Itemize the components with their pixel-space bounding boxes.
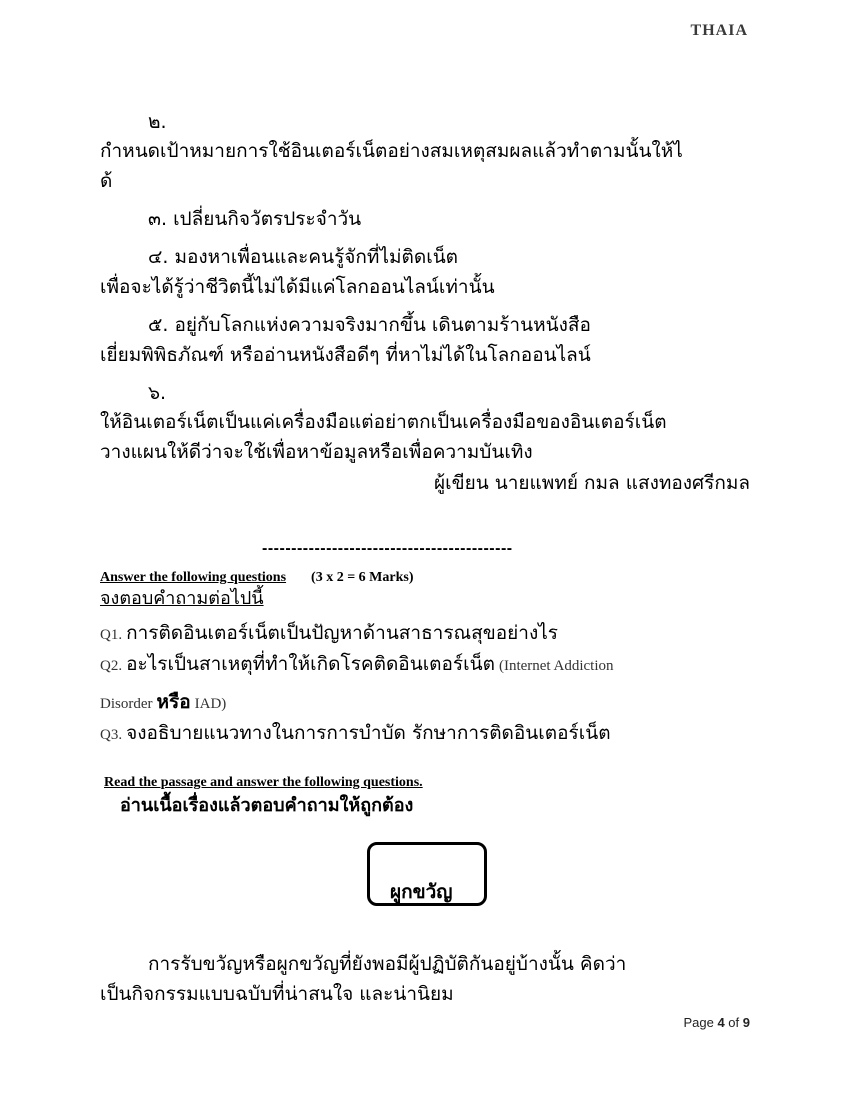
question-1-text: การติดอินเตอร์เน็ตเป็นปัญหาด้านสาธารณสุขอย่างไร <box>126 622 559 644</box>
separator-line: ------------------------------------------- <box>262 540 513 557</box>
list-item-5-line1: ๕. อยู่กับโลกแห่งความจริงมากขึ้น เดินตามร้านหนังสือ <box>148 314 591 336</box>
question-2-continued <box>100 693 226 713</box>
page-current: 4 <box>717 1015 725 1030</box>
question-2-number: Q2. <box>100 658 123 674</box>
list-item-5-line2: เยี่ยมพิพิธภัณฑ์ หรืออ่านหนังสือดีๆ ที่หาไม่ได้ในโลกออนไลน์ <box>100 344 591 366</box>
question-3-text: จงอธิบายแนวทางในการการบำบัด รักษาการติดอินเตอร์เน็ต <box>126 722 611 744</box>
questions-heading-th: จงตอบคำถามต่อไปนี้ <box>100 588 264 609</box>
list-item-2-wrap: ด้ <box>100 170 113 192</box>
page-number <box>683 1015 750 1030</box>
questions-heading-en: Answer the following questions <box>100 570 287 585</box>
list-item-2-number: ๒. <box>148 111 167 133</box>
passage-title-box <box>367 842 487 906</box>
page-of-label: of <box>724 1015 743 1030</box>
passage-line-2: เป็นกิจกรรมแบบฉบับที่น่าสนใจ และน่านิยม <box>100 983 454 1005</box>
list-item-6-line1: ให้อินเตอร์เน็ตเป็นแค่เครื่องมือแต่อย่าตกเป็นเครื่องมือของอินเตอร์เน็ต <box>100 411 667 433</box>
author-credit: ผู้เขียน นายแพทย์ กมล แสงทองศรีกมล <box>433 472 750 494</box>
list-item-4-line2: เพื่อจะได้รู้ว่าชีวิตนี้ไม่ได้มีแค่โลกออนไลน์เท่านั้น <box>100 276 495 298</box>
question-1-number: Q1. <box>100 627 123 643</box>
question-2-english-part1: (Internet Addiction <box>498 658 614 674</box>
questions-heading <box>100 570 414 586</box>
passage-line-1: การรับขวัญหรือผูกขวัญที่ยังพอมีผู้ปฏิบัติกันอยู่บ้างนั้น คิดว่า <box>148 953 627 975</box>
question-2-english-part2: Disorder <box>100 696 153 712</box>
question-2 <box>100 655 614 675</box>
list-item-4-line1: ๔. มองหาเพื่อนและคนรู้จักที่ไม่ติดเน็ต <box>148 246 459 268</box>
question-2-english-part3: IAD) <box>194 696 227 712</box>
list-item-6-line2: วางแผนให้ดีว่าจะใช้เพื่อหาข้อมูลหรือเพื่อความบันเทิง <box>100 441 533 463</box>
list-item-6-number: ๖. <box>148 382 167 404</box>
questions-marks: (3 x 2 = 6 Marks) <box>311 570 414 585</box>
question-1 <box>100 624 558 644</box>
passage-title: ผูกขวัญ <box>390 881 453 903</box>
list-item-3: ๓. เปลี่ยนกิจวัตรประจำวัน <box>148 208 362 230</box>
page-label: Page <box>683 1015 718 1030</box>
reading-heading-th: อ่านเนื้อเรื่องแล้วตอบคำถามให้ถูกต้อง <box>120 795 414 816</box>
reading-heading-en: Read the passage and answer the following questions. <box>104 775 423 790</box>
header-label: THAIA <box>690 22 748 39</box>
list-item-2-text: กำหนดเป้าหมายการใช้อินเตอร์เน็ตอย่างสมเหตุสมผลแล้วทำตามนั้นให้ไ <box>100 140 683 162</box>
question-3 <box>100 724 611 744</box>
question-2-text: อะไรเป็นสาเหตุที่ทำให้เกิดโรคติดอินเตอร์เน็ต <box>126 653 495 675</box>
question-3-number: Q3. <box>100 727 123 743</box>
question-2-or: หรือ <box>156 691 191 713</box>
page-total: 9 <box>742 1015 750 1030</box>
